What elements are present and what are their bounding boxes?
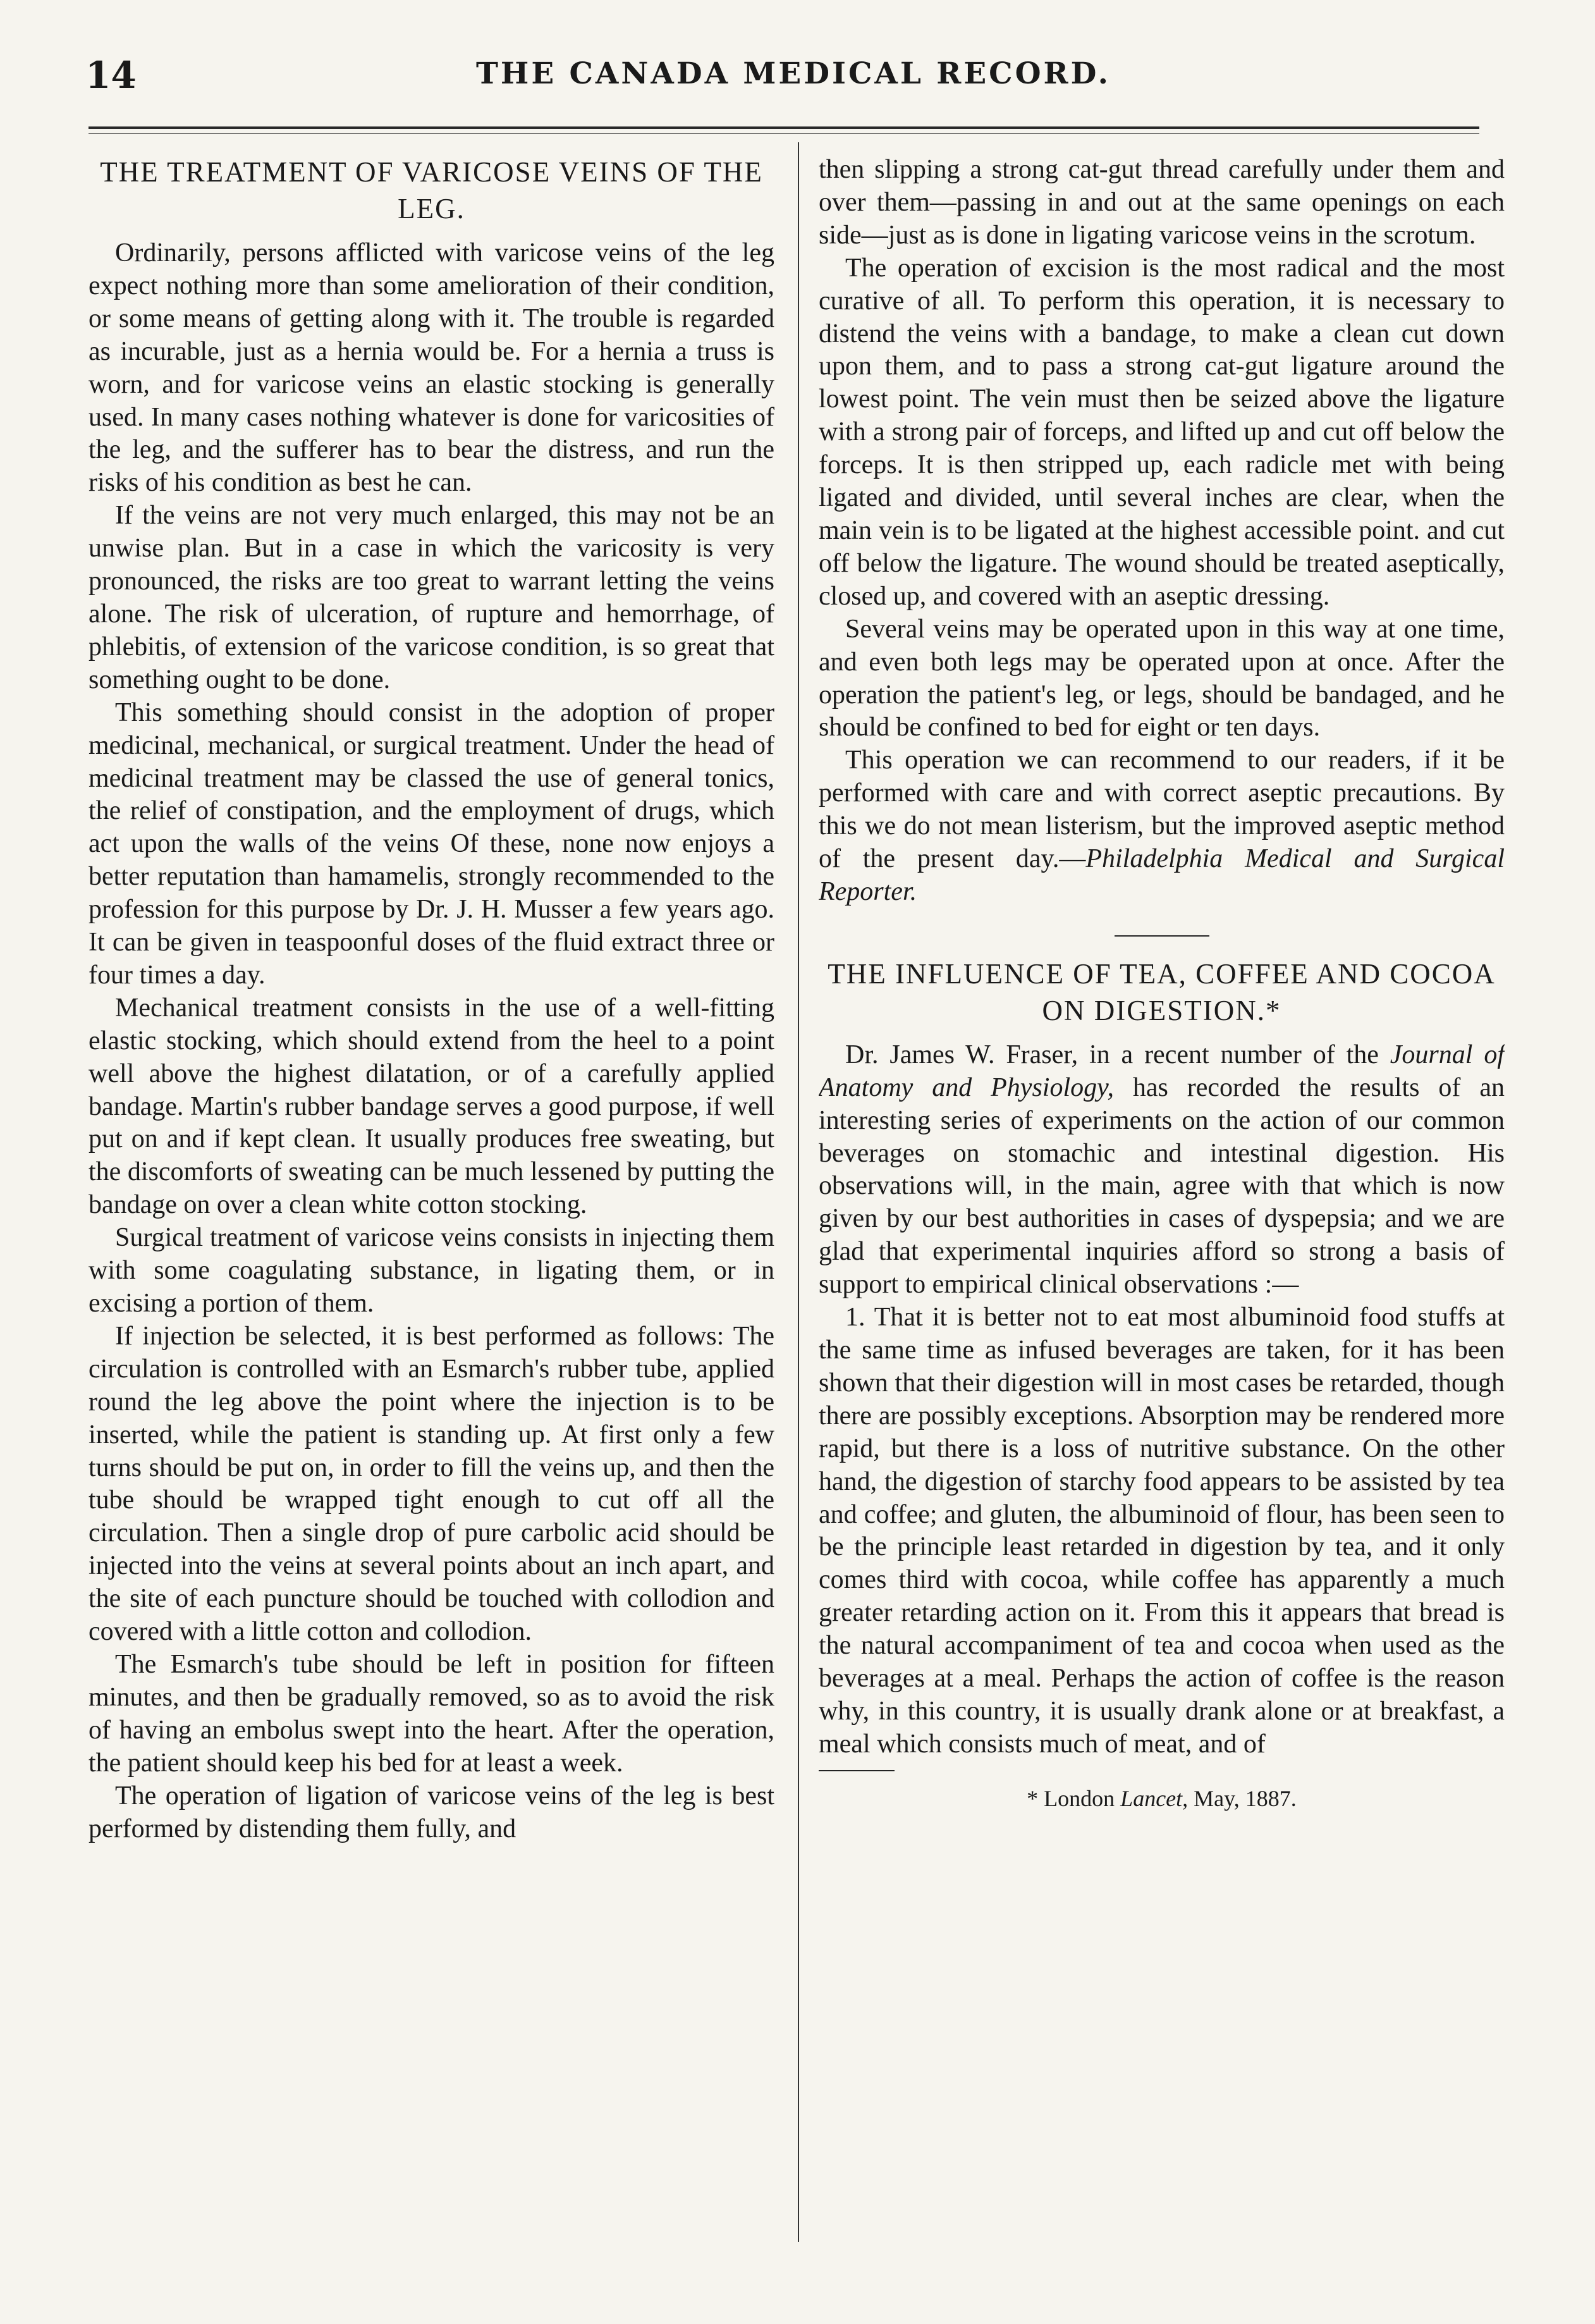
- article2-journal-name: Journal of Anatomy and Physiology,: [819, 1040, 1505, 1102]
- running-title: THE CANADA MEDICAL RECORD.: [475, 56, 1111, 91]
- article2-title: THE INFLUENCE OF TEA, COFFEE AND COCOA ON DIGESTION.*: [828, 957, 1496, 1026]
- article1-paragraph: Mechanical treatment consists in the use of a well-fitting elastic stocking, which should extend from the heel to a point well above the highest dilatation, or of a carefully applied bandage. Martin's rubber bandage serves a good purpose, if well put on and if kept clean. It usually produces free sweating, but the discomforts of sweating can be much lessened by putting the bandage on over a clean white cotton stocking.: [89, 993, 774, 1220]
- header-rule-thick: [89, 126, 1479, 129]
- footnote-journal: Lancet,: [1120, 1785, 1189, 1811]
- article1-continued-paragraph: The operation of excision is the most radical and the most curative of all. To perform this operation, it is necessary to distend the veins with a bandage, to make a clean cut down upon them, and to pass a strong cat-gut ligature around the lowest point. The vein must then be seized above the ligature with a strong pair of forceps, and lifted up and cut off below the forceps. It is then stripped up, each radicle met with being ligated and divided, until several inches are clear, when the main vein is to be ligated at the highest accessible point. and cut off below the ligature. The wound should be treated aseptically, closed up, and covered with an aseptic dressing.: [819, 253, 1505, 611]
- article-separator-rule: [1115, 935, 1209, 937]
- article1-last-paragraph: [819, 744, 1505, 909]
- footnote: [819, 1783, 1505, 1816]
- article1-paragraph: Surgical treatment of varicose veins consists in injecting them with some coagulating substance, in ligating them, or in excising a portion of them.: [89, 1223, 774, 1318]
- article1-continued-paragraph: then slipping a strong cat-gut thread carefully under them and over them—passing in and out at the same openings on each side—just as is done in ligating varicose veins in the scrotum.: [819, 155, 1505, 250]
- article1-paragraph: Ordinarily, persons afflicted with varicose veins of the leg expect nothing more than some amelioration of their condition, or some means of getting along with it. The trouble is regarded as incurable, just as a hernia would be. For a hernia a truss is worn, and for varicose veins an elastic stocking is generally used. In many cases nothing whatever is done for varicosities of the leg, and the sufferer has to bear the distress, and run the risks of his condition as best he can.: [89, 238, 774, 498]
- article1-continued-paragraph: Several veins may be operated upon in this way at one time, and even both legs may be operated upon at once. After the operation the patient's leg, or legs, should be bandaged, and he should be confined to bed for eight or ten days.: [819, 614, 1505, 742]
- header-rule-thin: [89, 133, 1479, 134]
- article1-paragraph: The Esmarch's tube should be left in position for fifteen minutes, and then be gradually removed, so as to avoid the risk of having an embolus swept into the heart. After the operation, the patient should keep his bed for at least a week.: [89, 1649, 774, 1778]
- footnote-after: May, 1887.: [1188, 1785, 1297, 1811]
- article2-intro-after: has recorded the results of an interesting series of experiments on the action of our common beverages on stomachic and intestinal digestion. His observations will, in the main, agree with that which is now given by our best authorities in cases of dyspepsia; and we are glad that experimental inquiries afford so strong a basis of support to empirical clinical observations :—: [819, 1073, 1505, 1300]
- article1-title: THE TREATMENT OF VARICOSE VEINS OF THE LEG.: [100, 156, 763, 224]
- article1-last-text: This operation we can recommend to our readers, if it be performed with care and with correct aseptic precautions. By this we do not mean listerism, but the improved aseptic method of the present day.—: [819, 746, 1505, 874]
- article1-paragraph: The operation of ligation of varicose veins of the leg is best performed by distending them fully, and: [89, 1781, 774, 1843]
- article1-paragraph: If the veins are not very much enlarged, this may not be an unwise plan. But in a case in which the varicosity is very pronounced, the risks are too great to warrant letting the veins alone. The risk of ulceration, of rupture and hemorrhage, of phlebitis, of extension of the varicose condition, is so great that something ought to be done.: [89, 501, 774, 694]
- footnote-rule: [819, 1770, 895, 1771]
- article1-paragraph: If injection be selected, it is best performed as follows: The circulation is controlled with an Esmarch's rubber tube, applied round the leg above the point where the injection is to be inserted, while the patient is standing up. At first only a few turns should be put on, in order to fill the veins up, and then the tube should be wrapped tight enough to cut off all the circulation. Then a single drop of pure carbolic acid should be injected into the veins at several points about an inch apart, and the site of each puncture should be touched with collodion and covered with a little cotton and collodion.: [89, 1321, 774, 1647]
- article1-paragraph: This something should consist in the adoption of proper medicinal, mechanical, or surgical treatment. Under the head of medicinal treatment may be classed the use of general tonics, the relief of constipation, and the employment of drugs, which act upon the walls of the veins Of these, none now enjoys a better reputation than hamamelis, strongly recommended to the profession for this purpose by Dr. J. H. Musser a few years ago. It can be given in teaspoonful doses of the fluid extract three or four times a day.: [89, 698, 774, 990]
- column-divider: [798, 142, 799, 2242]
- article1-source: Philadelphia Medical and Surgical Reporter.: [819, 844, 1505, 906]
- right-column: [819, 154, 1505, 2297]
- article2-point-1: 1. That it is better not to eat most albuminoid food stuffs at the same time as infused beverages are taken, for it has been shown that their digestion will in most cases be retarded, though there are possibly exceptions. Absorption may be rendered more rapid, but there is a loss of nutritive substance. On the other hand, the digestion of starchy food appears to be assisted by tea and coffee; and gluten, the albuminoid of flour, has been seen to be the principle least retarded in digestion by tea, and it only comes third with cocoa, while coffee has apparently a much greater retarding action on it. From this it appears that bread is the natural accompaniment of tea and cocoa when used as the beverages at a meal. Perhaps the action of coffee is the reason why, in this country, it is usually drank alone or at breakfast, a meal which consists much of meat, and of: [819, 1303, 1505, 1759]
- article2-intro-before: Dr. James W. Fraser, in a recent number of the: [845, 1040, 1390, 1069]
- page-number: 14: [85, 54, 137, 97]
- article2-intro: [819, 1039, 1505, 1301]
- footnote-before: * London: [1027, 1785, 1121, 1811]
- page-header: [85, 54, 1501, 111]
- left-column: [89, 154, 774, 2297]
